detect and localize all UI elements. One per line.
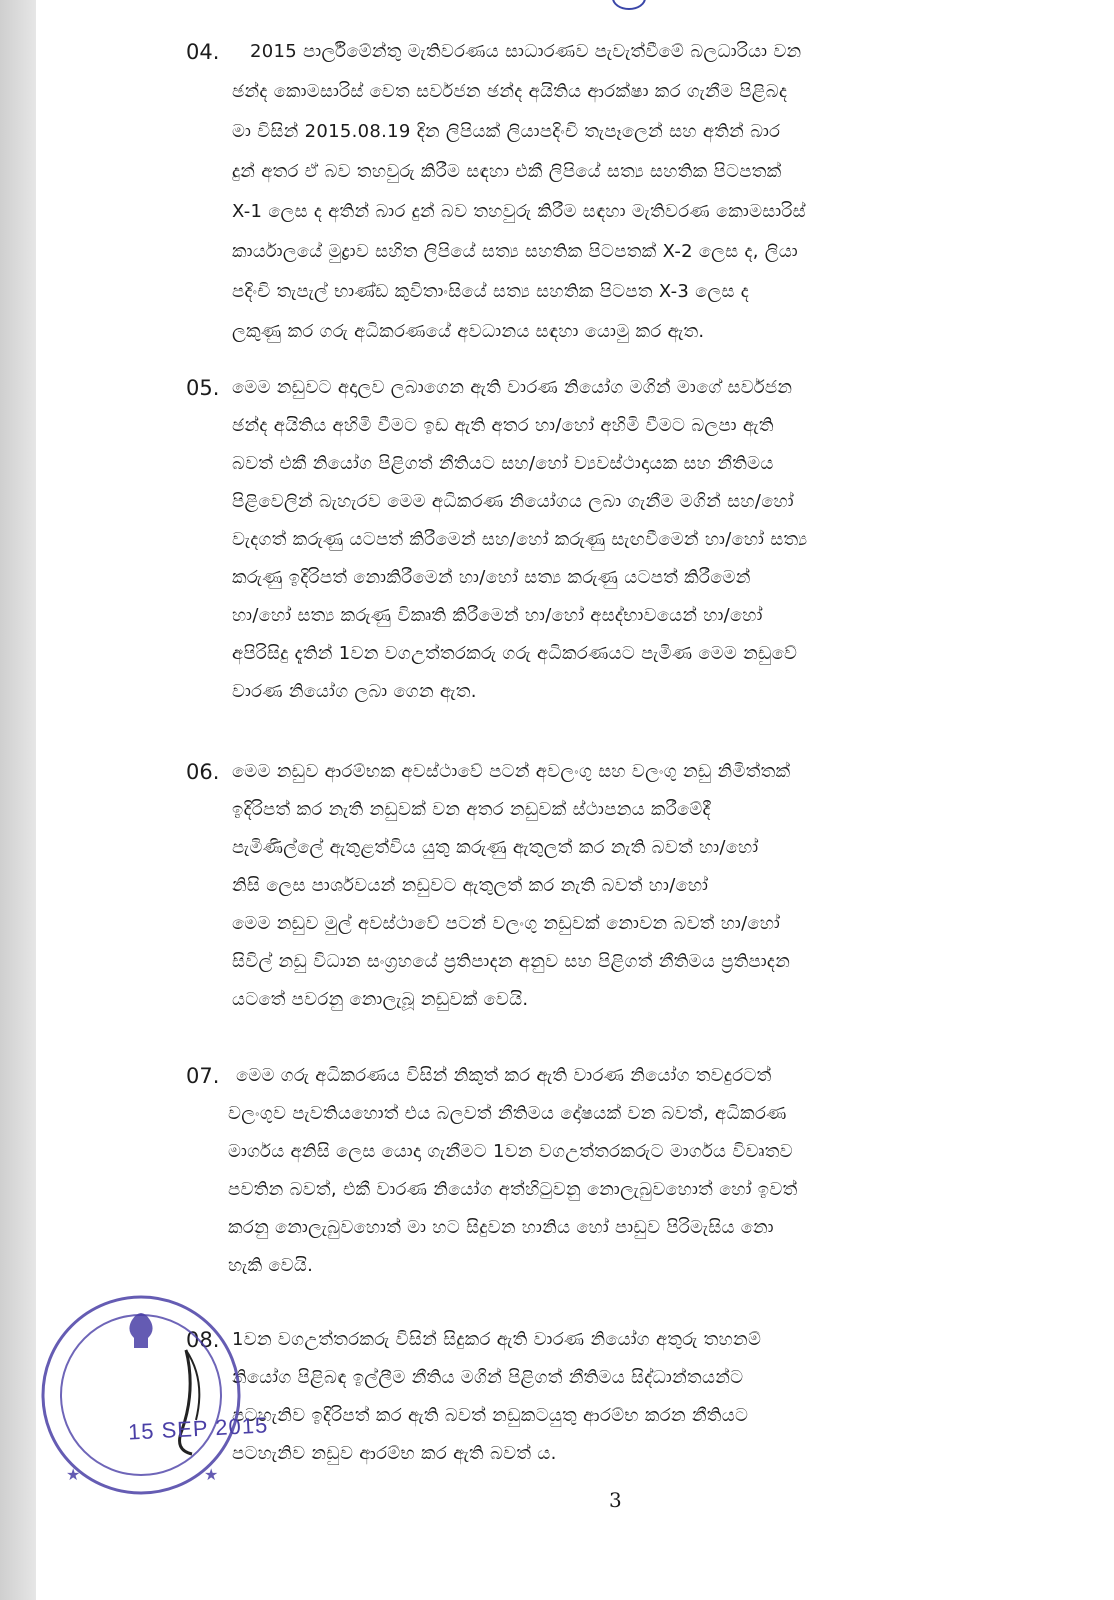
- court-seal-stamp: [36, 1290, 246, 1500]
- paragraph-line: හැකි වෙයි.: [228, 1255, 314, 1276]
- svg-text:★: ★: [204, 1465, 219, 1484]
- paragraph-number: 06.: [186, 760, 220, 784]
- paragraph-line: කරුණු ඉදිරිපත් නොකිරීමෙන් හා/හෝ සත්‍ය කරුණු යටපත් කිරීමෙන්: [232, 567, 751, 588]
- paragraph-line: කරනු නොලැබුවහොත් මා හට සිදුවන හානිය හෝ පාඩුව පිරිමැසිය නො: [228, 1217, 774, 1238]
- scan-edge: [0, 0, 36, 1600]
- paragraph-line: හා/හෝ සත්‍ය කරුණු විකෘති කිරීමෙන් හා/හෝ අසද්භාවයෙන් හා/හෝ: [232, 605, 763, 626]
- paragraph-line: පවතින බවත්, එකී වාරණ නියෝග අත්හිටුවනු නොලැබුවහොත් හෝ ඉවත්: [228, 1179, 798, 1200]
- paragraph-line: පිළිවෙලින් බැහැරව මෙම අධිකරණ නියෝගය ලබා ගැනීම මගින් සහ/හෝ: [232, 491, 794, 512]
- paragraph-line: ඡන්ද අයිතිය අහිමි වීමට ඉඩ ඇති අතර හා/හෝ අහිමි වීමට බලපා ඇති: [232, 415, 774, 436]
- paragraph-line: කාර්යාලයේ මුද්‍රාව සහිත ලිපියේ සත්‍ය සහතික පිටපතක් X-2 ලෙස ද, ලියා: [232, 241, 798, 262]
- paragraph-line: වාරණ නියෝග ලබා ගෙන ඇත.: [232, 681, 477, 702]
- paragraph-line: X-1 ලෙස ද අතින් බාර දුන් බව තහවුරු කිරීම සඳහා මැතිවරණ කොමසාරිස්: [232, 201, 806, 222]
- paragraph-line: ඉදිරිපත් කර නැති නඩුවක් වන අතර නඩුවක් ස්ථාපනය කරීමේදී: [232, 799, 711, 820]
- page-number: 3: [609, 1488, 622, 1512]
- paragraph-line: මෙම නඩුව මුල් අවස්ථාවේ පටන් වලංගු නඩුවක් නොවන බවත් හා/හෝ: [232, 913, 781, 934]
- paragraph-line: වලංගුව පැවතියහොත් එය බලවත් නීතිමය දෝෂයක් වන බවත්, අධිකරණ: [228, 1103, 787, 1124]
- top-seal-fragment: [612, 0, 646, 10]
- paragraph-line: පටහැනිව නඩුව ආරම්භ කර ඇති බවත් ය.: [232, 1443, 557, 1464]
- paragraph-line: මෙම ගරු අධිකරණය විසින් නිකුත් කර ඇති වාරණ නියෝග තවදුරටත්: [236, 1065, 772, 1086]
- paragraph-line: සිවිල් නඩු විධාන සංග්‍රහයේ ප්‍රතිපාදන අනුව සහ පිළිගත් නීතිමය ප්‍රතිපාදන: [232, 951, 791, 972]
- paragraph-line: පැමිණිල්ලේ ඇතුළත්විය යුතු කරුණු ඇතුලත් කර නැති බවත් හා/හෝ: [232, 837, 759, 858]
- paragraph-line: පටහැනිව ඉදිරිපත් කර ඇති බවත් නඩුකටයුතු ආරම්භ කරන නීතියට: [232, 1405, 749, 1426]
- paragraph-number: 08.: [186, 1328, 220, 1352]
- paragraph-line: ඡන්ද කොමසාරිස් වෙත සර්වජන ඡන්ද අයිතිය ආරක්ෂා කර ගැනීම පිළිබද: [232, 81, 788, 102]
- paragraph-line: මාර්ගය අනිසි ලෙස යොදා ගැනීමට 1වන වගඋත්තරකරුට මාර්ගය විවෘතව: [228, 1141, 793, 1162]
- stamp-date: 15 SEP 2015: [127, 1412, 269, 1445]
- paragraph-line: මා විසින් 2015.08.19 දින ලිපියක් ලියාපදිංචි තැපෑලෙන් සහ අතින් බාර: [232, 121, 781, 142]
- paragraph-line: ලකුණු කර ගරු අධිකරණයේ අවධානය සඳහා යොමු කර ඇත.: [232, 321, 705, 342]
- svg-text:★: ★: [66, 1465, 81, 1484]
- paragraph-line: වැදගත් කරුණු යටපත් කිරීමෙන් සහ/හෝ කරුණු සැඟවීමෙන් හා/හෝ සත්‍ය: [232, 529, 808, 550]
- paragraph-number: 05.: [186, 376, 220, 400]
- paragraph-line: යටතේ පවරනු නොලැබූ නඩුවක් වෙයි.: [232, 989, 529, 1010]
- paragraph-line: නිසි ලෙස පාර්ශවයන් නඩුවට ඇතුලත් කර නැති බවත් හා/හෝ: [232, 875, 709, 896]
- paragraph-line: අපිරිසිදු දැතින් 1වන වගඋත්තරකරු ගරු අධිකරණයට පැමිණ මෙම නඩුවේ: [232, 643, 798, 664]
- paragraph-line: පදිංචි තැපැල් භාණ්ඩ කුවිතාංසියේ සත්‍ය සහතික පිටපත X-3 ලෙස ද: [232, 281, 749, 302]
- paragraph-line: දුන් අතර ඒ බව තහවුරු කිරීම සඳහා එකී ලිපියේ සත්‍ය සහතික පිටපතක්: [232, 161, 782, 182]
- paragraph-line: 1වන වගඋත්තරකරු විසින් සිදුකර ඇති වාරණ නියෝග අතුරු තහනම්: [232, 1329, 762, 1350]
- paragraph-number: 04.: [186, 40, 220, 64]
- paragraph-line: මෙම නඩුව ආරම්භක අවස්ථාවේ පටන් අවලංගු සහ වලංගු නඩු නිමිත්තක්: [232, 761, 791, 782]
- paragraph-number: 07.: [186, 1064, 220, 1088]
- paragraph-line: මෙම නඩුවට අදාලව ලබාගෙන ඇති වාරණ නියෝග මගින් මාගේ සර්වජන: [232, 377, 793, 398]
- paragraph-line: බවත් එකී නියෝග පිළිගත් නීතියට සහ/හෝ ව්‍යවස්ථාදායක සහ නීතිමය: [232, 453, 774, 474]
- paragraph-line: නියෝග පිළිබඳ ඉල්ලීම නීතිය මගින් පිළිගත් නීතිමය සිද්ධාන්තයන්ට: [232, 1367, 744, 1388]
- paragraph-line: 2015 පාර්ලිමේන්තු මැතිවරණය සාධාරණව පැවැත්වීමේ බලධාරියා වන: [250, 41, 802, 62]
